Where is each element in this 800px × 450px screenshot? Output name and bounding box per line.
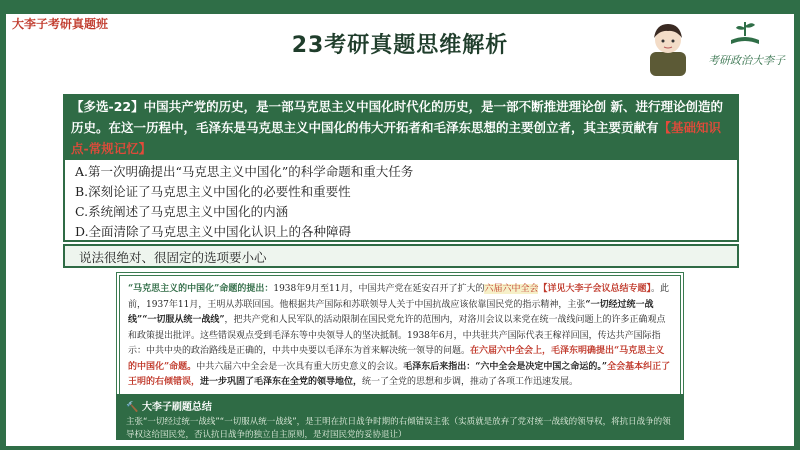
option-d[interactable]: D.全面清除了马克思主义中国化认识上的各种障碍: [75, 224, 352, 239]
card-bold: 毛泽东后来指出：: [403, 361, 476, 372]
avatar: [640, 18, 696, 76]
question-box: [63, 94, 739, 158]
card-text: 统一了全党的思想和步调，推动了各项工作迅速发展。: [362, 377, 579, 387]
page-title: 23考研真题思维解析: [291, 33, 509, 58]
option-a[interactable]: A.第一次明确提出“马克思主义中国化”的科学命题和重大任务: [75, 164, 414, 179]
options-list: [63, 158, 739, 242]
summary-title: [126, 398, 674, 413]
hint-note: 说法很绝对、很固定的选项要小心: [63, 244, 739, 268]
card-bold: 进一步巩固了毛泽东在全党的领导地位，: [200, 377, 363, 387]
bottom-bar: [6, 446, 794, 450]
left-border: [0, 14, 6, 450]
card-text: 中共六届六中全会是一次具有重大历史意义的会议。: [196, 361, 404, 372]
right-border: [794, 14, 800, 450]
card-quote: “六中全会是决定中国之命运的。”: [475, 361, 608, 372]
brand-label: 大李子考研真题班: [12, 17, 109, 31]
summary-text: 主张“一切经过统一战线”“一切服从统一战线”，是王明在抗日战争时期的右倾错误主张（实质就是放弃了党对统一战线的领导权，将抗日战争的领导权这给国民党，否认抗日战争的独立自主原则，是对国民党的妥协退让）: [126, 417, 671, 440]
card-text: 1938年9月至11月，中国共产党在延安召开了扩大的: [273, 284, 485, 294]
card-red: 全会基本纠正了王明的右倾错误，: [128, 361, 671, 387]
card-red: 在六届六中全会上，毛泽东明确提出“马克思主义的中国化”命题。: [128, 346, 665, 372]
question-tip: 【基础知识点-常规记忆】: [71, 120, 722, 156]
question-tag: 【多选-22】: [71, 99, 144, 114]
highlight-plenum: 六届六中全会: [484, 284, 539, 294]
hammer-icon: 🔨: [126, 402, 139, 413]
card-bold: “一切经过统一战线”: [128, 299, 654, 325]
knowledge-card: [116, 272, 684, 398]
logo-text: 考研政治大李子: [708, 54, 785, 67]
card-reference: 【详见大李子会议总结专题】: [538, 284, 651, 294]
option-c[interactable]: C.系统阐述了马克思主义中国化的内涵: [75, 204, 289, 219]
question-text: 中国共产党的历史，是一部马克思主义中国化时代化的历史，是一部不断推进理论创 新、进行理论创造的历史。在这一历程中，毛泽东是马克思主义中国化的伟大开拓者和毛泽东思想的主要创立者，其主要贡献有: [71, 99, 723, 135]
card-bold: “一切服从统一战线”: [142, 315, 225, 325]
top-bar: [0, 0, 800, 14]
card-text: ，把共产党和人民军队的活动限制在国民党允许的范围内，对洛川会议以来党在统一战线问题上的许多正确观点和政策提出批评。这些错误观点受到毛泽东等中央领导人的坚决抵制。1938年6月，中共驻共产国际代表王稼祥回国，传达共产国际指示：中共中央的政治路线是正确的，中共中央要以毛泽东为首来解决统一领导的问题。: [128, 315, 666, 356]
card-text: 。此前，1937年11月，王明从苏联回国。他根据共产国际和苏联领导人关于中国抗战应该依靠国民党的指示精神，主张: [128, 284, 669, 310]
summary-title-text: 大李子刷题总结: [141, 402, 212, 413]
book-plant-icon: [728, 18, 762, 48]
summary-box: [116, 394, 684, 440]
card-label: “马克思主义的中国化”命题的提出：: [128, 284, 274, 294]
option-b[interactable]: B.深刻论证了马克思主义中国化的必要性和重要性: [75, 184, 351, 199]
